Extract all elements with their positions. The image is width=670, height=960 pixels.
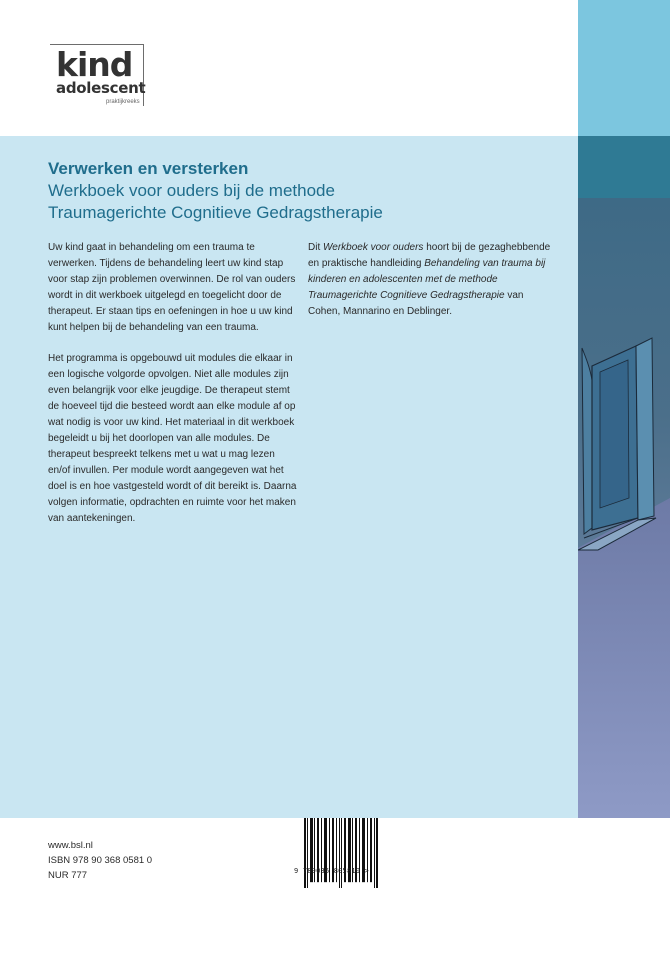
handbook-title-italic: Behandeling van trauma bij kinderen en adolescenten met de methode Traumagerichte Cognitieve Gedragstherapie [308, 257, 546, 301]
handbook-text-1: Dit [308, 242, 323, 253]
isbn-barcode [294, 818, 386, 888]
title-line-2: Werkboek voor ouders bij de methode [48, 181, 335, 200]
publisher-website[interactable]: www.bsl.nl [48, 840, 93, 851]
logo-subtitle: adolescent [56, 79, 146, 97]
title-line-3: Traumagerichte Cognitieve Gedragstherapie [48, 203, 383, 222]
cover-art-strip [578, 0, 670, 818]
nur-code: NUR 777 [48, 870, 88, 881]
logo-word: kind [56, 45, 133, 84]
publication-info [48, 838, 152, 883]
handbook-text-3: hoort bij de gezaghebbende en praktische handleiding [308, 242, 551, 269]
title-main: Verwerken en versterken [48, 159, 249, 178]
related-handbook-paragraph [308, 240, 558, 320]
book-title [48, 158, 568, 224]
description-left-column [48, 240, 298, 542]
description-right-column [308, 240, 558, 336]
handbook-authors: van Cohen, Mannarino en Deblinger. [308, 289, 524, 317]
publisher-logo [50, 44, 146, 106]
door-illustration [578, 198, 670, 818]
barcode-digits: 9 789036 805810 > [294, 867, 370, 875]
workbook-title-italic: Werkboek voor ouders [323, 242, 424, 253]
strip-cyan-block [578, 0, 670, 136]
logo-series: praktijkreeks [106, 99, 140, 105]
isbn-number: ISBN 978 90 368 0581 0 [48, 855, 153, 866]
description-paragraph-1: Uw kind gaat in behandeling om een trauma te verwerken. Tijdens de behandeling leert uw kind stap voor stap zijn problemen overwinnen. De rol van ouders wordt in dit werkboek uitgelegd en toegelicht door de therapeut. Er staan tips en oefeningen in hoe u uw kind kunt helpen bij de behandeling van een trauma. [48, 242, 296, 333]
strip-teal-block [578, 136, 670, 198]
description-paragraph-2: Het programma is opgebouwd uit modules die elkaar in een logische volgorde opvolgen. Niet alle modules zijn even belangrijk voor elke jeugdige. De therapeut stemt de hoeveel tijd die besteed wordt aan elke module af op wat nodig is voor uw kind. Het materiaal in dit werkboek begeleidt u bij het doorlopen van alle modules. De therapeut bespreekt telkens met u wat u mag lezen en/of invullen. Per module wordt aangegeven wat het doel is en hoe vastgesteld wordt of dit bereikt is. Daarna volgen informatie, opdrachten en ruimte voor het maken van aantekeningen. [48, 353, 297, 524]
